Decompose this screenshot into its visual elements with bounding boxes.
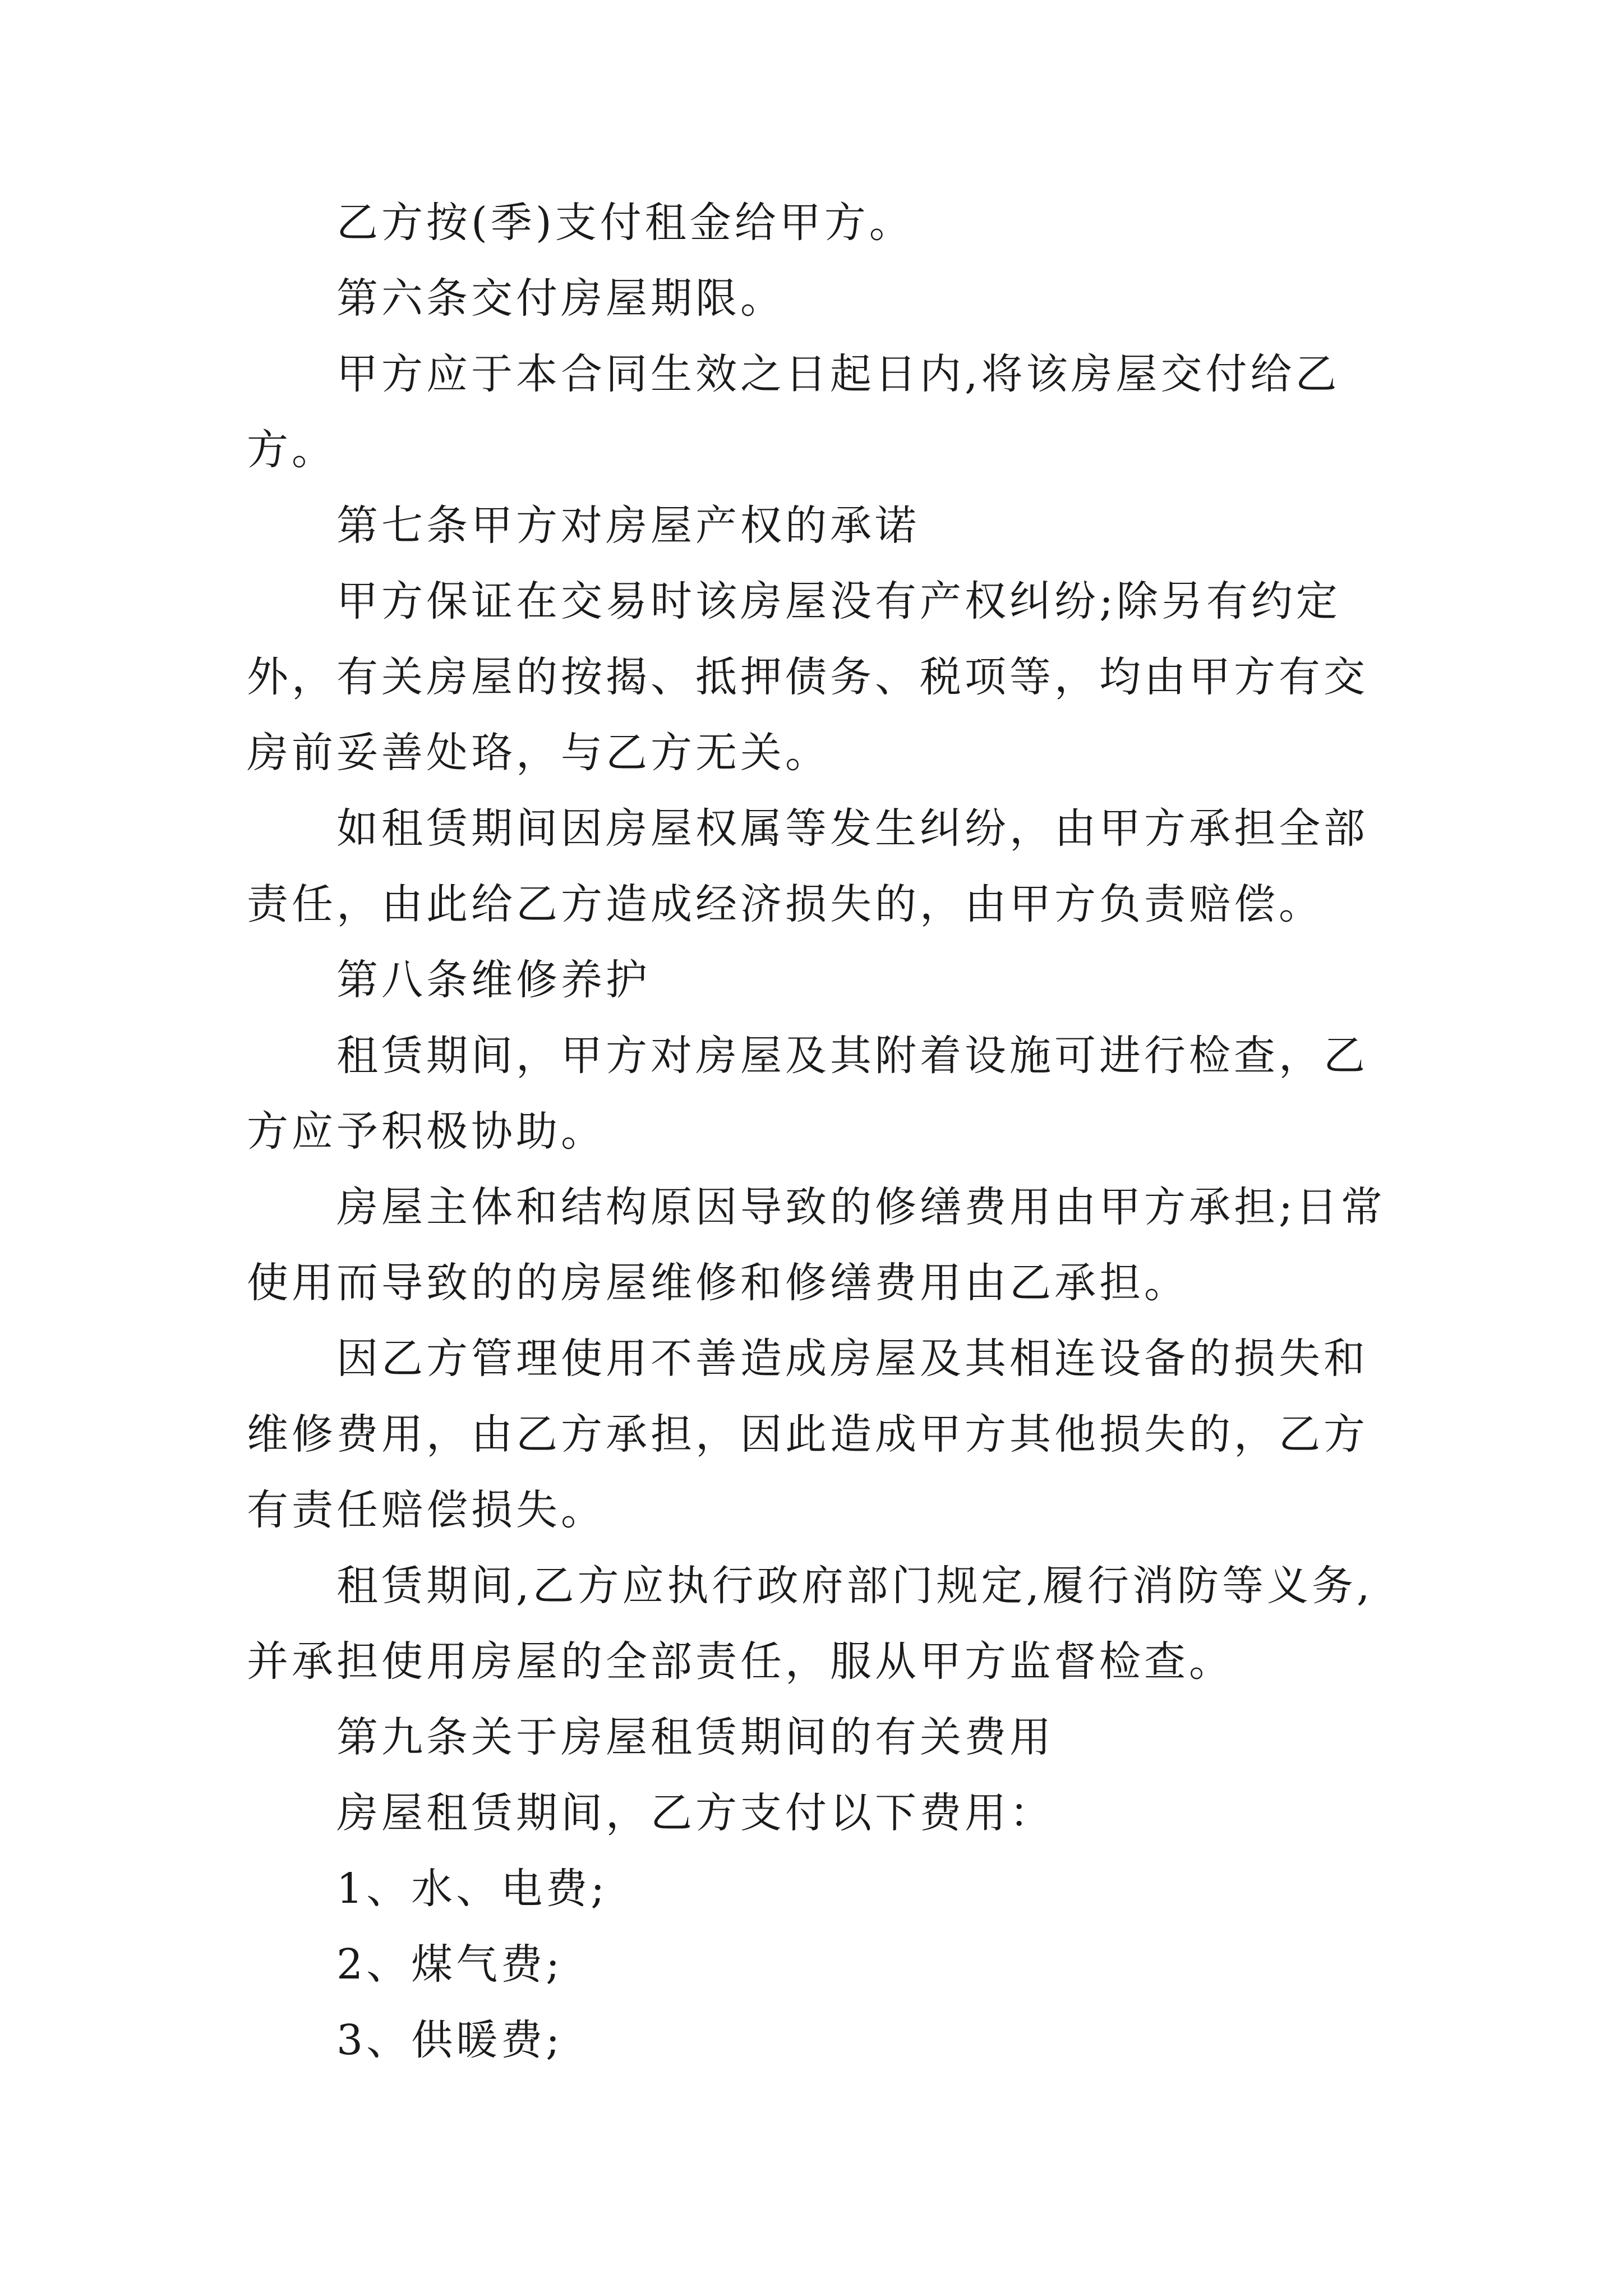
paragraph: 乙方按(季)支付租金给甲方。 (336, 199, 914, 247)
paragraph: 租赁期间,乙方应执行政府部门规定,履行消防等义务,并承担使用房屋的全部责任，服从甲方监督检查。 (247, 1562, 1373, 1686)
paragraph: 房屋租赁期间，乙方支付以下费用： (336, 1789, 1054, 1837)
clause-heading: 第七条甲方对房屋产权的承诺 (336, 501, 920, 550)
clause-heading: 第六条交付房屋期限。 (336, 274, 785, 323)
paragraph: 租赁期间，甲方对房屋及其附着设施可进行检查，乙方应予积极协助。 (247, 1032, 1368, 1156)
paragraph: 甲方保证在交易时该房屋没有产权纠纷;除另有约定外，有关房屋的按揭、抵押债务、税项等，均由甲方有交房前妥善处珞，与乙方无关。 (247, 577, 1368, 777)
document-body (247, 185, 1391, 2078)
list-item: 2、煤气费; (336, 1940, 564, 1989)
paragraph: 因乙方管理使用不善造成房屋及其相连设备的损失和维修费用，由乙方承担，因此造成甲方其他损失的，乙方有责任赔偿损失。 (247, 1335, 1368, 1534)
clause-heading: 第九条关于房屋租赁期间的有关费用 (336, 1713, 1054, 1761)
paragraph: 甲方应于本合同生效之日起日内,将该房屋交付给乙方。 (247, 350, 1340, 474)
list-item: 3、供暖费; (336, 2016, 564, 2064)
clause-heading: 第八条维修养护 (336, 956, 651, 1004)
paragraph: 如租赁期间因房屋权属等发生纠纷，由甲方承担全部责任，由此给乙方造成经济损失的，由甲方负责赔偿。 (247, 804, 1368, 928)
list-item: 1、水、电费; (336, 1865, 608, 1913)
paragraph: 房屋主体和结构原因导致的修缮费用由甲方承担;日常使用而导致的的房屋维修和修缮费用由乙承担。 (247, 1183, 1386, 1307)
